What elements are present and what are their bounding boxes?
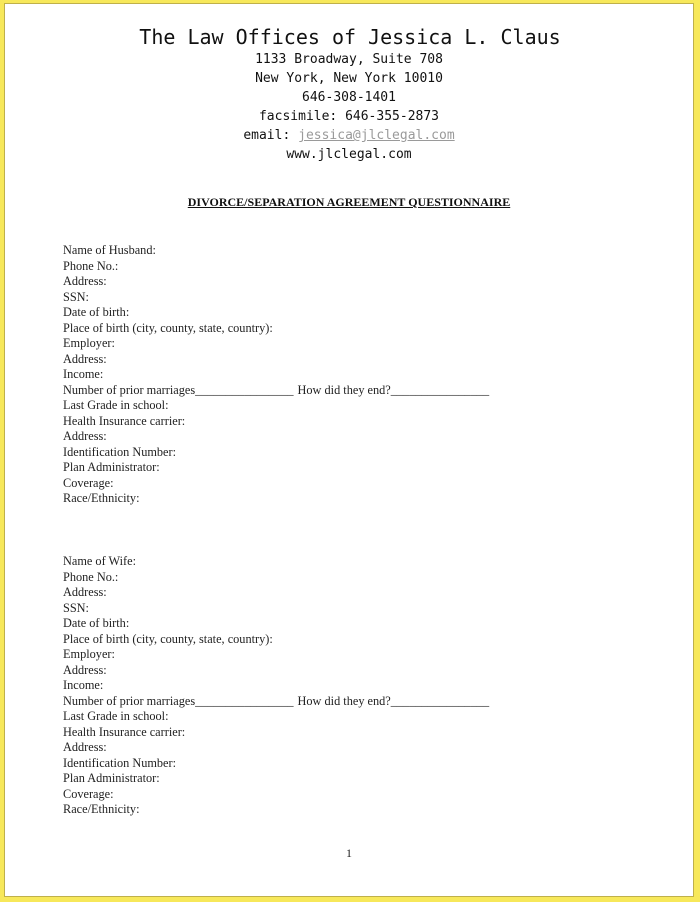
husband-income-field: Income:: [63, 367, 104, 381]
husband-ssn-field: SSN:: [63, 289, 89, 304]
husband-insurance-field: Health Insurance carrier:: [63, 413, 186, 428]
husband-prior-marriages-field: Number of prior marriages________________: [63, 382, 294, 397]
facsimile-number: facsimile: 646-355-2873: [258, 109, 439, 124]
wife-prior-marriages-field: Number of prior marriages________________: [63, 693, 294, 708]
husband-employer-address-field: Address:: [63, 351, 107, 366]
wife-coverage-field: Coverage:: [63, 786, 114, 801]
husband-name-field: Name of Husband:: [63, 243, 156, 257]
document-title: DIVORCE/SEPARATION AGREEMENT QUESTIONNAIRE: [187, 195, 511, 209]
wife-insurance-address-field: Address:: [63, 740, 107, 754]
address-line-1: 1133 Broadway, Suite 708: [255, 52, 443, 67]
wife-how-end-field: How did they end?________________: [297, 693, 490, 708]
phone-number: 646-308-1401: [302, 90, 396, 105]
wife-id-number-field: Identification Number:: [63, 755, 177, 770]
letterhead: [5, 24, 693, 164]
husband-insurance-address-field: Address:: [63, 429, 107, 443]
wife-income-field: Income:: [63, 678, 104, 692]
husband-phone-field: Phone No.:: [63, 258, 119, 273]
email-link[interactable]: jessica@jlclegal.com: [298, 128, 455, 143]
wife-phone-field: Phone No.:: [63, 569, 119, 584]
wife-name-field: Name of Wife:: [63, 554, 137, 568]
husband-id-number-field: Identification Number:: [63, 444, 177, 459]
husband-grade-field: Last Grade in school:: [63, 398, 169, 412]
husband-plan-admin-field: Plan Administrator:: [63, 460, 160, 474]
husband-pob-field: Place of birth (city, county, state, country):: [63, 320, 273, 335]
husband-dob-field: Date of birth:: [63, 305, 130, 319]
wife-prior-marriages-row: [63, 694, 489, 710]
wife-employer-address-field: Address:: [63, 662, 107, 677]
husband-race-field: Race/Ethnicity:: [63, 491, 140, 505]
husband-address-field: Address:: [63, 274, 107, 288]
website: www.jlclegal.com: [286, 147, 412, 162]
wife-insurance-field: Health Insurance carrier:: [63, 724, 186, 739]
wife-plan-admin-field: Plan Administrator:: [63, 771, 160, 785]
email-label: email:: [243, 128, 291, 143]
husband-prior-marriages-row: [63, 383, 489, 399]
address-line-2: New York, New York 10010: [255, 71, 443, 86]
wife-grade-field: Last Grade in school:: [63, 709, 169, 723]
page-number: 1: [346, 846, 352, 860]
wife-dob-field: Date of birth:: [63, 616, 130, 630]
husband-how-end-field: How did they end?________________: [297, 382, 490, 397]
wife-section: [63, 554, 489, 818]
husband-coverage-field: Coverage:: [63, 475, 114, 490]
wife-ssn-field: SSN:: [63, 600, 89, 615]
firm-name: The Law Offices of Jessica L. Claus: [139, 25, 561, 49]
wife-address-field: Address:: [63, 585, 107, 599]
wife-pob-field: Place of birth (city, county, state, country):: [63, 631, 273, 646]
email-line: [5, 126, 693, 145]
document-page: [4, 3, 694, 897]
wife-employer-field: Employer:: [63, 647, 115, 661]
husband-employer-field: Employer:: [63, 336, 115, 350]
husband-section: [63, 243, 489, 507]
wife-race-field: Race/Ethnicity:: [63, 802, 140, 816]
